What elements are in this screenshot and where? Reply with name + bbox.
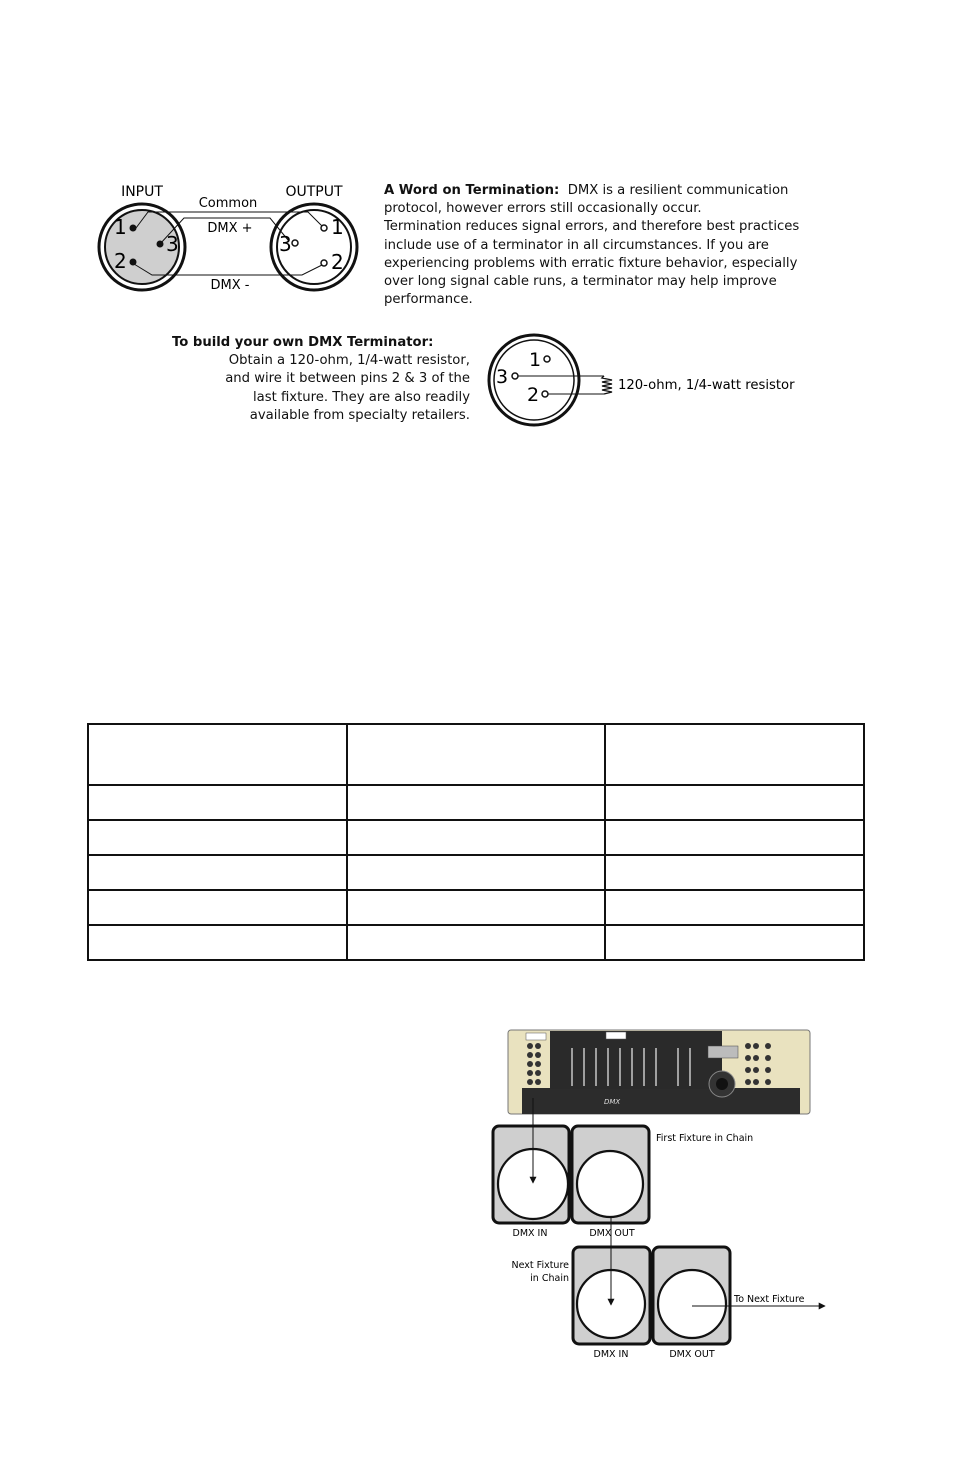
table-cell [347,890,606,925]
output-pin-2-label: 2 [331,250,344,274]
termination-line: protocol, however errors still occasionally occur. [384,201,702,217]
terminator-pin-2-label: 2 [527,384,540,406]
empty-table [87,723,865,961]
output-pin-1-label: 1 [331,215,344,239]
table-row [88,925,864,960]
dmx-in-label: DMX IN [593,1349,629,1360]
build-line: and wire it between pins 2 & 3 of the [225,371,470,387]
table-row [88,785,864,820]
build-terminator-note [172,334,470,425]
resistor-label: 120-ohm, 1/4-watt resistor [618,378,795,393]
table-cell [347,855,606,890]
build-heading: To build your own DMX Terminator: [172,335,434,350]
dmx-plus-label: DMX + [207,221,253,236]
table-cell [88,820,347,855]
output-pin-2 [321,260,327,266]
table-cell [88,855,347,890]
table-cell [605,890,864,925]
xlr-wiring-diagram [88,176,368,296]
input-pin-3 [157,241,164,248]
next-fixture-label: in Chain [530,1273,569,1284]
input-pin-1-label: 1 [114,215,127,239]
output-pin-3 [292,240,298,246]
table-cell [88,724,347,785]
next-fixture-label: Next Fixture [511,1260,569,1271]
termination-line: DMX is a resilient communication [567,183,789,198]
terminator-pin-3-label: 3 [496,366,509,388]
common-label: Common [198,196,258,211]
input-label: INPUT [121,184,163,200]
output-label: OUTPUT [285,184,343,200]
table-cell [347,785,606,820]
terminator-pin-1 [544,356,550,362]
build-line: available from specialty retailers. [249,407,470,423]
table-row [88,724,864,785]
dmx-out-label: DMX OUT [669,1349,715,1360]
table-cell [605,820,864,855]
termination-line: over long signal cable runs, a terminator may help improve [384,274,777,290]
dmx-in-label: DMX IN [512,1228,548,1239]
build-line: Obtain a 120-ohm, 1/4-watt resistor, [228,353,470,369]
terminator-pin-3 [512,373,518,379]
table-cell [605,855,864,890]
termination-note [384,182,854,309]
controller-label: DMX [604,1098,621,1106]
termination-heading: A Word on Termination: [384,183,560,198]
table-cell [605,925,864,960]
table-row [88,890,864,925]
table-cell [88,890,347,925]
dmx-out-label: DMX OUT [589,1228,635,1239]
resistor-icon [602,376,612,394]
table-cell [605,785,864,820]
terminator-pin-1-label: 1 [529,349,542,371]
output-pin-3-label: 3 [279,232,292,256]
dmx-chain-diagram [486,1028,836,1363]
to-next-fixture-label: To Next Fixture [734,1294,805,1305]
first-fixture-label: First Fixture in Chain [656,1133,754,1144]
termination-line: performance. [384,292,473,308]
termination-line: Termination reduces signal errors, and therefore best practices [384,219,800,235]
input-pin-2-label: 2 [114,249,127,273]
build-line: last fixture. They are also readily [253,389,470,405]
table-cell [347,925,606,960]
table-row [88,820,864,855]
output-pin-1 [321,225,327,231]
input-pin-1 [130,225,137,232]
dmx-minus-label: DMX - [210,278,250,293]
table-cell [347,820,606,855]
table-cell [605,724,864,785]
table-cell [88,925,347,960]
termination-line: experiencing problems with erratic fixture behavior, especially [384,255,798,271]
terminator-diagram [480,328,840,432]
table-row [88,855,864,890]
input-pin-2 [130,259,137,266]
input-pin-3-label: 3 [166,232,179,256]
table-cell [88,785,347,820]
dmx-controller-image [508,1030,810,1114]
termination-line: include use of a terminator in all circumstances. If you are [384,237,769,253]
terminator-pin-2 [542,391,548,397]
table-cell [347,724,606,785]
